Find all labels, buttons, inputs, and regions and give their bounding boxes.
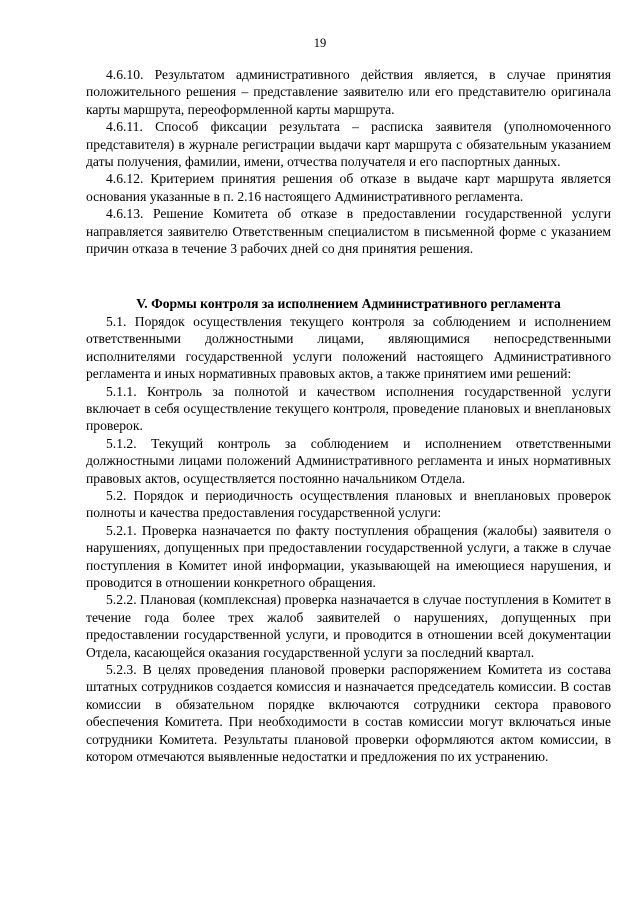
section-v-heading: V. Формы контроля за исполнением Административного регламента xyxy=(136,296,561,312)
paragraph-5-2-3: 5.2.3. В целях проведения плановой проверки распоряжением Комитета из состава штатных сотрудников создается комиссия и назначается председатель комиссии. В состав комиссии в обязательном порядке включаются сотрудники сектора правового обеспечения Комитета. При необходимости в состав комиссии могут включаться иные сотрудники Комитета. Результаты плановой проверки оформляются актом комиссии, в котором отмечаются выявленные недостатки и предложения по их устранению. xyxy=(86,662,611,765)
paragraph-5-1-2: 5.1.2. Текущий контроль за соблюдением и исполнением ответственными должностными лицами положений Административного регламента и иных нормативных правовых актов, осуществляется постоянно начальником Отдела. xyxy=(86,435,611,486)
paragraph-5-2-2: 5.2.2. Плановая (комплексная) проверка назначается в случае поступления в Комитет в течение года более трех жалоб заявителей о нарушениях, допущенных при предоставлении государственной услуги, и проводится в отношении всей документации Отдела, касающейся оказания государственной услуги за последний квартал. xyxy=(86,592,611,660)
paragraph-4-6-11: 4.6.11. Способ фиксации результата – расписка заявителя (уполномоченного представителя) в журнале регистрации выдачи карт маршрута с обязательным указанием даты получения, фамилии, имени, отчества получателя и его паспортных данных. xyxy=(86,119,611,170)
page-number: 19 xyxy=(313,36,327,50)
paragraph-5-1: 5.1. Порядок осуществления текущего контроля за соблюдением и исполнением ответственными должностными лицами, являющимися непосредственными исполнителями государственной услуги положений настоящего Административного регламента и иных нормативных правовых актов, а также принятием ими решений: xyxy=(86,313,611,382)
paragraph-4-6-13: 4.6.13. Решение Комитета об отказе в предоставлении государственной услуги направляется заявителю Ответственным специалистом в письменной форме с указанием причин отказа в течение 3 рабочих дней со дня принятия решения. xyxy=(86,206,611,257)
paragraph-4-6-12: 4.6.12. Критерием принятия решения об отказе в выдаче карт маршрута является основания указанные в п. 2.16 настоящего Административного регламента. xyxy=(86,171,611,204)
paragraph-5-1-1: 5.1.1. Контроль за полнотой и качеством исполнения государственной услуги включает в себя осуществление текущего контроля, проведение плановых и внеплановых проверок. xyxy=(86,383,611,434)
paragraph-5-2: 5.2. Порядок и периодичность осуществления плановых и внеплановых проверок полноты и качества предоставления государственной услуги: xyxy=(86,487,611,521)
page-content xyxy=(86,66,611,765)
paragraph-4-6-10: 4.6.10. Результатом административного действия является, в случае принятия положительного решения – представление заявителю или его представителю оригинала карты маршрута, переоформленной карты маршрута. xyxy=(86,67,611,117)
paragraph-5-2-1: 5.2.1. Проверка назначается по факту поступления обращения (жалобы) заявителя о нарушениях, допущенных при предоставлении государственной услуги, а также в случае поступления в Комитет иной информации, указывающей на имеющиеся нарушения, и проводится в отношении конкретного обращения. xyxy=(86,522,611,590)
